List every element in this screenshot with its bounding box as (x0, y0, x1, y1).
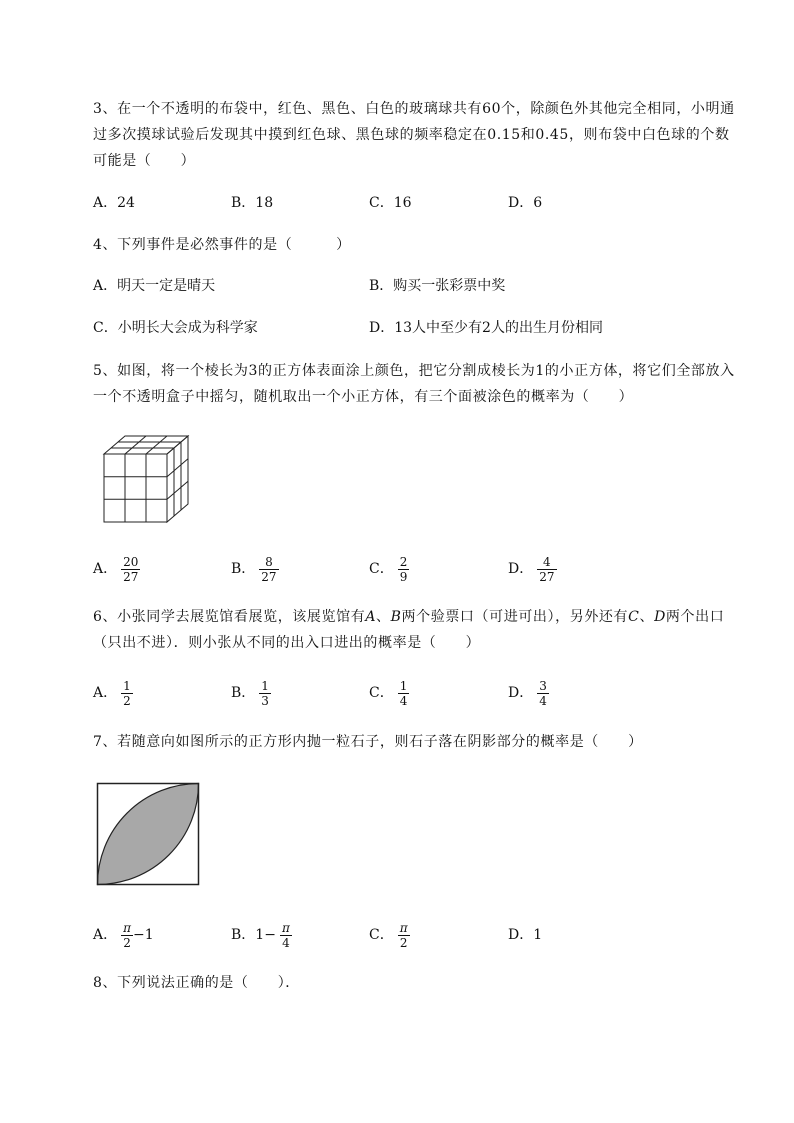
fraction: $\frac{2}{9}$ (399, 554, 408, 584)
q5-option-c[interactable]: C． $\frac{2}{9}$ (369, 554, 408, 584)
fraction: $\frac{20}{27}$ (123, 554, 139, 584)
q7-option-a[interactable]: A． $\frac{\pi}{2}$ −1 (93, 920, 154, 950)
question-5-text: 5、如图，将一个棱长为3的正方体表面涂上颜色，把它分割成棱长为1的小正方体，将它们全部放入一个不透明盒子中摇匀，随机取出一个小正方体，有三个面被涂色的概率为（ ） (93, 363, 735, 405)
fraction: $\frac{1}{3}$ (261, 678, 269, 708)
fraction: $\frac{\pi}{4}$ (281, 920, 290, 950)
fraction: $\frac{3}{4}$ (539, 678, 547, 708)
q7-option-d[interactable]: D．1 (508, 927, 543, 943)
q4-option-d[interactable]: D．13人中至少有2人的出生月份相同 (369, 320, 603, 336)
q4-option-c[interactable]: C．小明长大会成为科学家 (93, 320, 258, 336)
fraction: $\frac{4}{27}$ (539, 554, 555, 584)
cube-figure (100, 432, 196, 526)
fraction: $\frac{1}{4}$ (399, 678, 408, 708)
q3-option-b[interactable]: B．18 (231, 195, 274, 211)
q6-option-a[interactable]: A． $\frac{1}{2}$ (93, 678, 131, 708)
q5-option-b[interactable]: B． $\frac{8}{27}$ (231, 554, 277, 584)
shaded-lens-region (98, 784, 199, 885)
fraction: $\frac{1}{2}$ (123, 678, 131, 708)
square-shaded-figure (96, 782, 200, 886)
q3-option-d[interactable]: D．6 (508, 195, 543, 211)
q3-option-c[interactable]: C．16 (369, 195, 412, 211)
fraction: $\frac{\pi}{2}$ (123, 920, 132, 950)
fraction: $\frac{\pi}{2}$ (399, 920, 408, 950)
q6-option-d[interactable]: D． $\frac{3}{4}$ (508, 678, 547, 708)
question-8-text: 8、下列说法正确的是（ ）． (93, 975, 300, 991)
q7-option-b[interactable]: B．1− $\frac{\pi}{4}$ (231, 920, 290, 950)
q3-option-a[interactable]: A．24 (93, 195, 135, 211)
question-4-text: 4、下列事件是必然事件的是（ ） (93, 237, 351, 253)
question-6-text: 6、小张同学去展览馆看展览，该展览馆有A、B两个验票口（可进可出），另外还有C、D两个出口 （只出不进）．则小张从不同的出入口进出的概率是（ ） (93, 609, 725, 651)
q5-option-a[interactable]: A． $\frac{20}{27}$ (93, 554, 139, 584)
q5-option-d[interactable]: D． $\frac{4}{27}$ (508, 554, 555, 584)
q6-option-b[interactable]: B． $\frac{1}{3}$ (231, 678, 269, 708)
fraction: $\frac{8}{27}$ (261, 554, 277, 584)
q4-option-a[interactable]: A．明天一定是晴天 (93, 278, 216, 294)
q7-option-c[interactable]: C． $\frac{\pi}{2}$ (369, 920, 408, 950)
question-3-text: 3、在一个不透明的布袋中，红色、黑色、白色的玻璃球共有60个，除颜色外其他完全相同，小明通过多次摸球试验后发现其中摸到红色球、黑色球的频率稳定在0.15和0.45，则布袋中白色球的个数可能是（ ） (93, 101, 735, 169)
q4-option-b[interactable]: B．购买一张彩票中奖 (369, 278, 506, 294)
q6-option-c[interactable]: C． $\frac{1}{4}$ (369, 678, 408, 708)
question-7-text: 7、若随意向如图所示的正方形内抛一粒石子，则石子落在阴影部分的概率是（ ） (93, 734, 643, 750)
